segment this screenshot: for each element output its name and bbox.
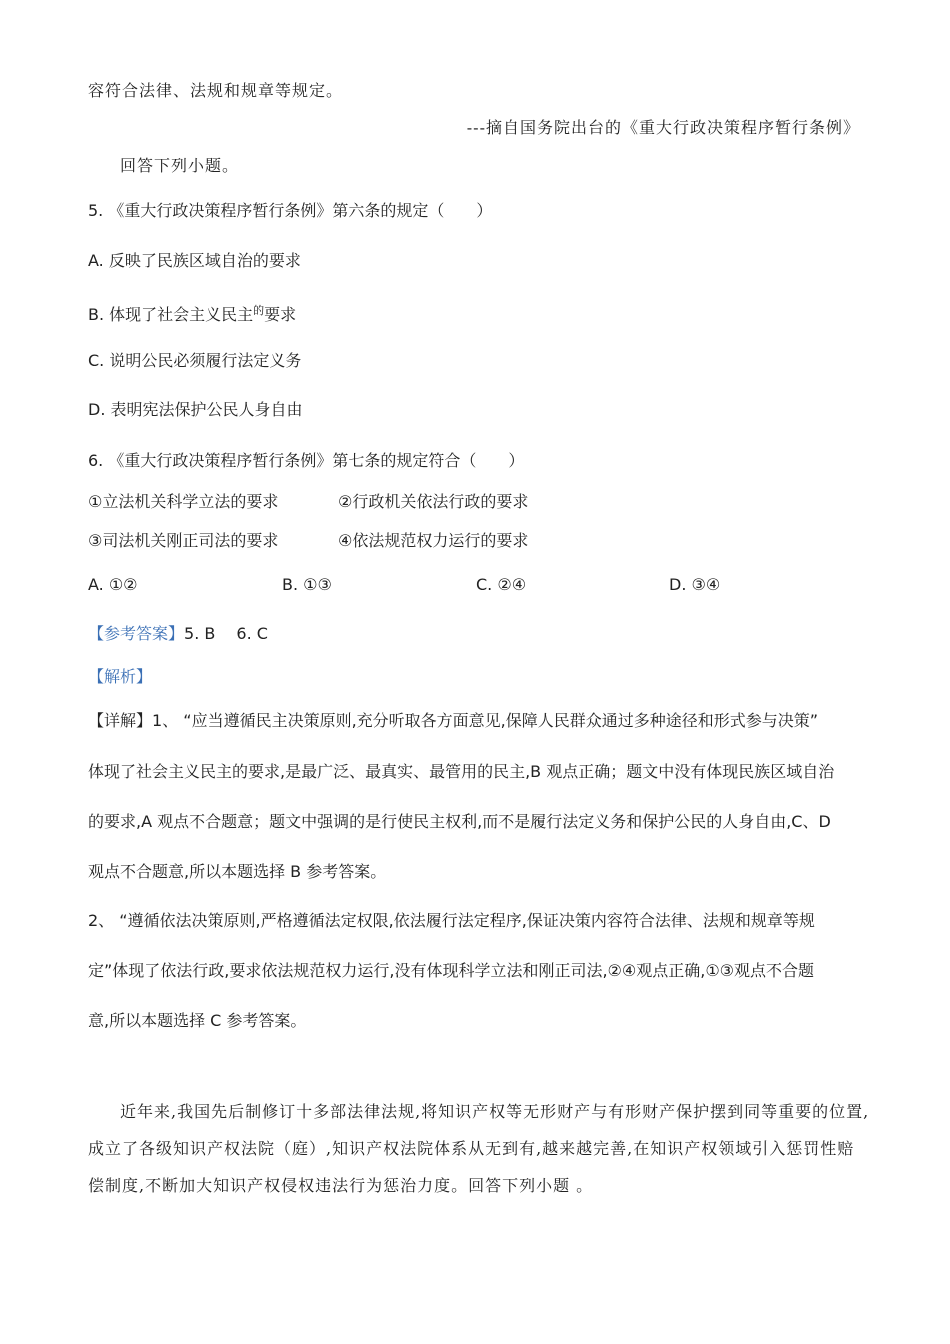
- question-6-option-b: B. ①③: [282, 575, 332, 594]
- next-material-line-1: 近年来,我国先后制修订十多部法律法规,将知识产权等无形财产与有形财产保护摆到同等重要的位置,: [120, 1102, 870, 1121]
- analysis-label: 【解析】: [88, 667, 153, 686]
- explanation-line-2: 体现了社会主义民主的要求,是最广泛、最真实、最管用的民主,B 观点正确；题文中没有体现民族区域自治: [88, 762, 835, 781]
- question-6-item-3: ③司法机关刚正司法的要求: [88, 531, 279, 550]
- question-5-stem: 5. 《重大行政决策程序暂行条例》第六条的规定（ ）: [88, 201, 493, 220]
- explanation-label: 【详解】: [88, 711, 153, 730]
- explanation-line-1: [88, 710, 818, 732]
- option-b-superscript: 的: [253, 304, 265, 317]
- explanation-line-5: 2、 “遵循依法决策原则,严格遵循法定权限,依法履行法定程序,保证决策内容符合法律、法规和规章等规: [88, 911, 815, 930]
- explanation-line-6: 定”体现了依法行政,要求依法规范权力运行,没有体现科学立法和刚正司法,②④观点正确,①③观点不合题: [88, 961, 815, 980]
- option-b-tail: 要求: [264, 305, 297, 324]
- explanation-line-3: 的要求,A 观点不合题意；题文中强调的是行使民主权利,而不是履行法定义务和保护公民的人身自由,C、D: [88, 812, 831, 831]
- question-5-option-c: C. 说明公民必须履行法定义务: [88, 351, 302, 370]
- question-6-item-1: ①立法机关科学立法的要求: [88, 492, 279, 511]
- answer-line: [88, 623, 268, 645]
- answer-text: 5. B 6. C: [184, 624, 268, 643]
- question-6-item-4: ④依法规范权力运行的要求: [338, 531, 529, 550]
- explanation-line-4: 观点不合题意,所以本题选择 B 参考答案。: [88, 862, 387, 881]
- question-6-option-c: C. ②④: [476, 575, 527, 594]
- material-source: ---摘自国务院出台的《重大行政决策程序暂行条例》: [466, 118, 860, 137]
- question-6-stem: 6. 《重大行政决策程序暂行条例》第七条的规定符合（ ）: [88, 451, 525, 470]
- question-5-option-d: D. 表明宪法保护公民人身自由: [88, 400, 303, 419]
- explanation-line-7: 意,所以本题选择 C 参考答案。: [88, 1011, 307, 1030]
- question-6-item-2: ②行政机关依法行政的要求: [338, 492, 529, 511]
- question-6-option-d: D. ③④: [669, 575, 721, 594]
- material-continuation: 容符合法律、法规和规章等规定。: [88, 81, 344, 100]
- material-prompt: 回答下列小题。: [120, 156, 240, 175]
- next-material-line-2: 成立了各级知识产权法院（庭）,知识产权法院体系从无到有,越来越完善,在知识产权领域引入惩罚性赔: [88, 1139, 855, 1158]
- question-5-option-a: A. 反映了民族区域自治的要求: [88, 251, 301, 270]
- option-b-text: B. 体现了社会主义民主: [88, 305, 254, 324]
- next-material-line-3: 偿制度,不断加大知识产权侵权违法行为惩治力度。回答下列小题 。: [88, 1176, 594, 1195]
- answer-label: 【参考答案】: [88, 624, 185, 643]
- question-6-option-a: A. ①②: [88, 575, 138, 594]
- explanation-text-1: 1、 “应当遵循民主决策原则,充分听取各方面意见,保障人民群众通过多种途径和形式参与决策”: [152, 711, 819, 730]
- question-5-option-b: [88, 300, 296, 326]
